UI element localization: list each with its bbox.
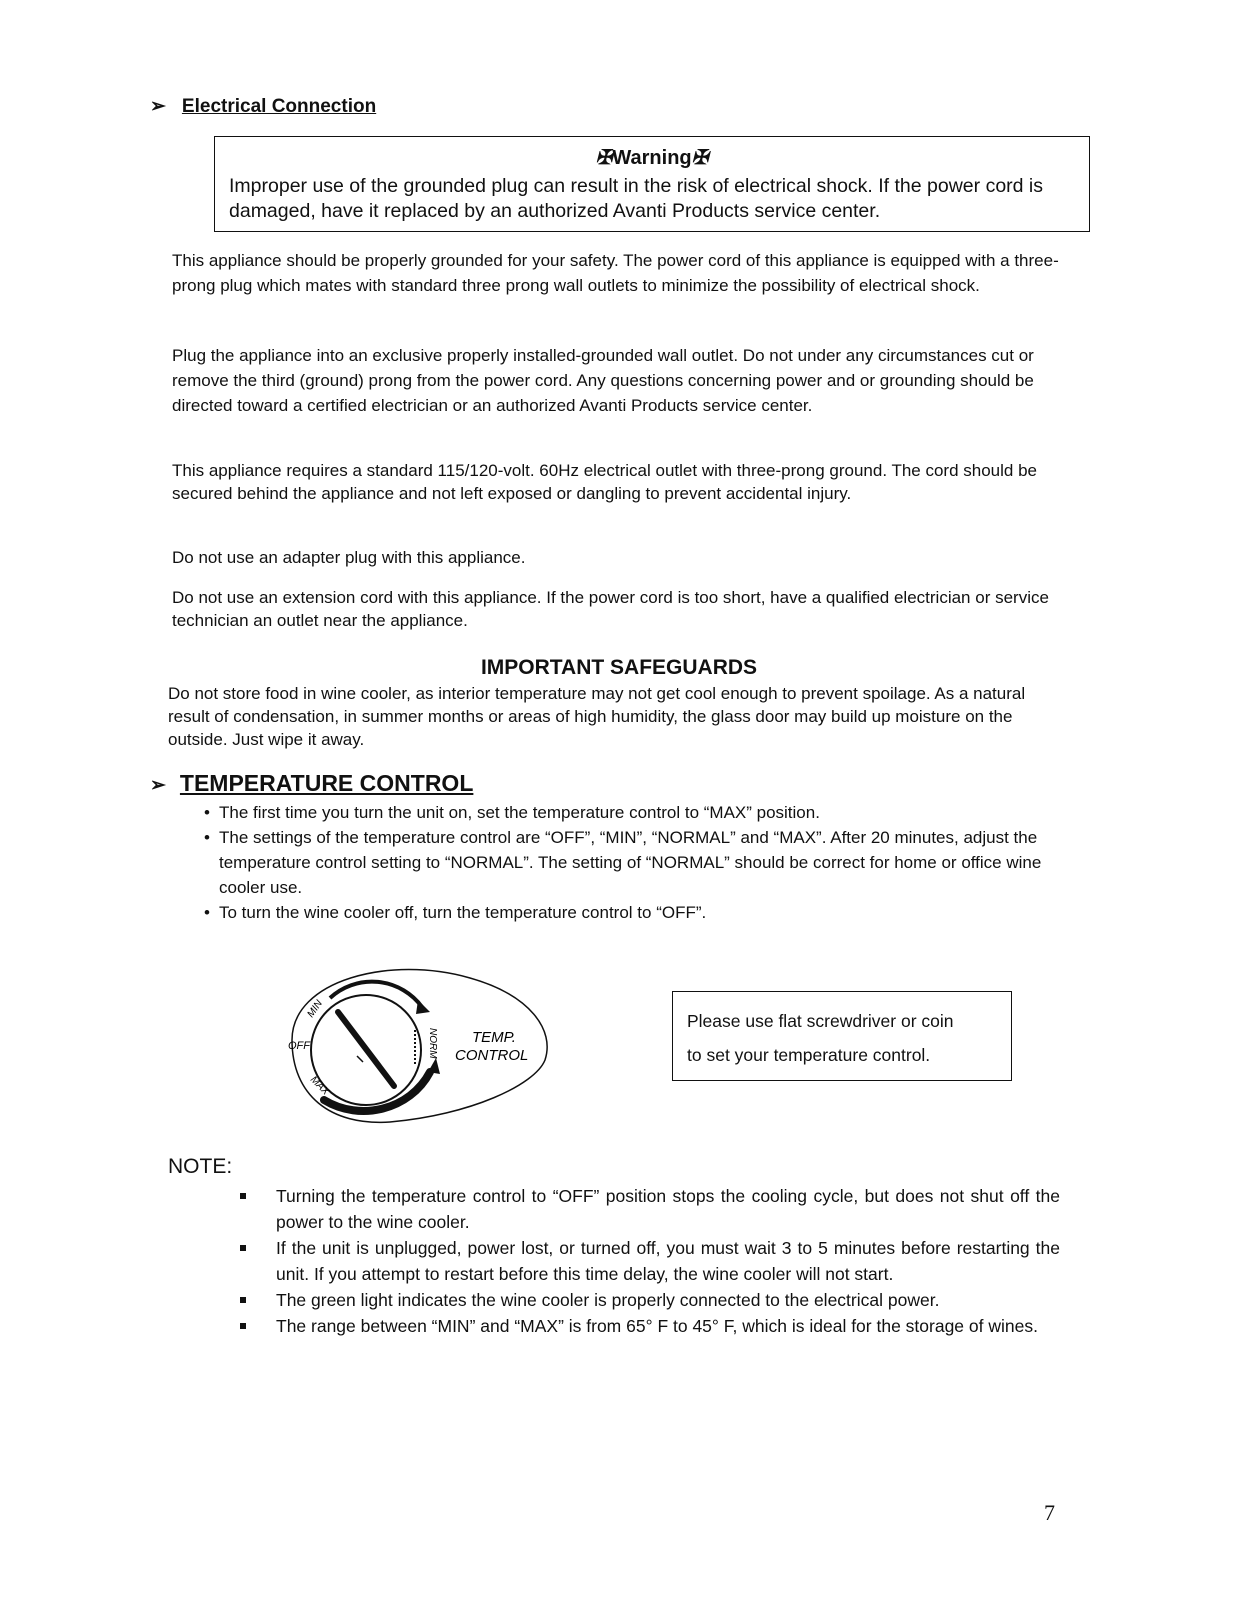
arrow-right-icon bbox=[416, 1000, 430, 1014]
paragraph-adapter: Do not use an adapter plug with this appliance. bbox=[172, 548, 526, 567]
dial-label-max: MAX bbox=[307, 1074, 331, 1098]
section-title: TEMPERATURE CONTROL bbox=[179, 770, 474, 796]
list-item: If the unit is unplugged, power lost, or turned off, you must wait 3 to 5 minutes before restarting the unit. If you attempt to restart before this time delay, the wine cooler will not start. bbox=[240, 1235, 1060, 1287]
dial-pointer bbox=[338, 1012, 394, 1086]
list-item: Turning the temperature control to “OFF” position stops the cooling cycle, but does not shut off the power to the wine cooler. bbox=[240, 1183, 1060, 1235]
safeguards-text: Do not store food in wine cooler, as interior temperature may not get cool enough to prevent spoilage. As a natural result of condensation, in summer months or areas of high humidity, the glass door may build up moisture on the outside. Just wipe it away. bbox=[168, 684, 1026, 749]
paragraph-extension: Do not use an extension cord with this appliance. If the power cord is too short, have a qualified electrician or service technician an outlet near the appliance. bbox=[172, 588, 1049, 630]
list-item: • The first time you turn the unit on, set the temperature control to “MAX” position. bbox=[204, 800, 1064, 825]
paragraph-outlet: Plug the appliance into an exclusive properly installed-grounded wall outlet. Do not under any circumstances cut or remove the third (ground) prong from the power cord. Any questions concerning power and or grounding should be directed toward a certified electrician or an authorized Avanti Products service center. bbox=[172, 346, 1034, 415]
safeguards-heading: IMPORTANT SAFEGUARDS bbox=[480, 656, 758, 679]
dial-temp-label: TEMP. bbox=[472, 1029, 516, 1046]
list-item: The green light indicates the wine cooler is properly connected to the electrical power. bbox=[240, 1287, 1060, 1313]
warning-symbol-icon: ✠ bbox=[691, 147, 709, 169]
page-number: 7 bbox=[1044, 1500, 1055, 1525]
warning-title-text: Warning bbox=[612, 147, 692, 169]
list-item: • To turn the wine cooler off, turn the temperature control to “OFF”. bbox=[204, 900, 1064, 925]
warning-symbol-icon: ✠ bbox=[595, 147, 613, 169]
arrow-bullet-icon: ➢ bbox=[150, 96, 166, 117]
section-title: Electrical Connection bbox=[181, 96, 377, 117]
paragraph-voltage: This appliance requires a standard 115/120-volt. 60Hz electrical outlet with three-prong ground. The cord should be secured behind the appliance and not left exposed or dangling to prevent accidental injury. bbox=[172, 461, 1037, 503]
temperature-dial-diagram bbox=[280, 960, 570, 1130]
temperature-bullets bbox=[204, 800, 1064, 925]
list-item: The range between “MIN” and “MAX” is from 65° F to 45° F, which is ideal for the storage of wines. bbox=[240, 1313, 1060, 1339]
warning-text: Improper use of the grounded plug can result in the risk of electrical shock. If the power cord is damaged, have it replaced by an authorized Avanti Products service center. bbox=[229, 175, 1044, 222]
dial-label-off: OFF bbox=[288, 1040, 310, 1052]
list-item: • The settings of the temperature control are “OFF”, “MIN”, “NORMAL” and “MAX”. After 20 minutes, adjust the temperature control setting to “NORMAL”. The setting of “NORMAL” should be correct for home or office wine cooler use. bbox=[204, 825, 1064, 900]
dial-control-label: CONTROL bbox=[455, 1047, 529, 1064]
note-label: NOTE: bbox=[168, 1155, 233, 1178]
arrow-up-icon bbox=[428, 1058, 440, 1074]
tip-line-2: to set your temperature control. bbox=[687, 1045, 931, 1065]
section-heading-electrical bbox=[150, 95, 376, 118]
arrow-bullet-icon: ➢ bbox=[150, 775, 166, 796]
warning-box bbox=[214, 136, 1090, 232]
paragraph-grounding: This appliance should be properly grounded for your safety. The power cord of this appliance is equipped with a three-prong plug which mates with standard three prong wall outlets to minimize the possibility of electrical shock. bbox=[172, 251, 1059, 295]
section-heading-temperature bbox=[150, 770, 473, 797]
dial-label-min: MIN bbox=[305, 998, 325, 1020]
warning-title bbox=[215, 145, 1089, 170]
dial-label-norm: NORM bbox=[427, 1028, 438, 1059]
notes-list bbox=[240, 1183, 1060, 1339]
dial-arc-top bbox=[330, 982, 422, 1007]
screwdriver-tip-box bbox=[672, 991, 1012, 1081]
dial-tick bbox=[357, 1056, 363, 1062]
tip-line-1: Please use flat screwdriver or coin bbox=[687, 1011, 954, 1031]
